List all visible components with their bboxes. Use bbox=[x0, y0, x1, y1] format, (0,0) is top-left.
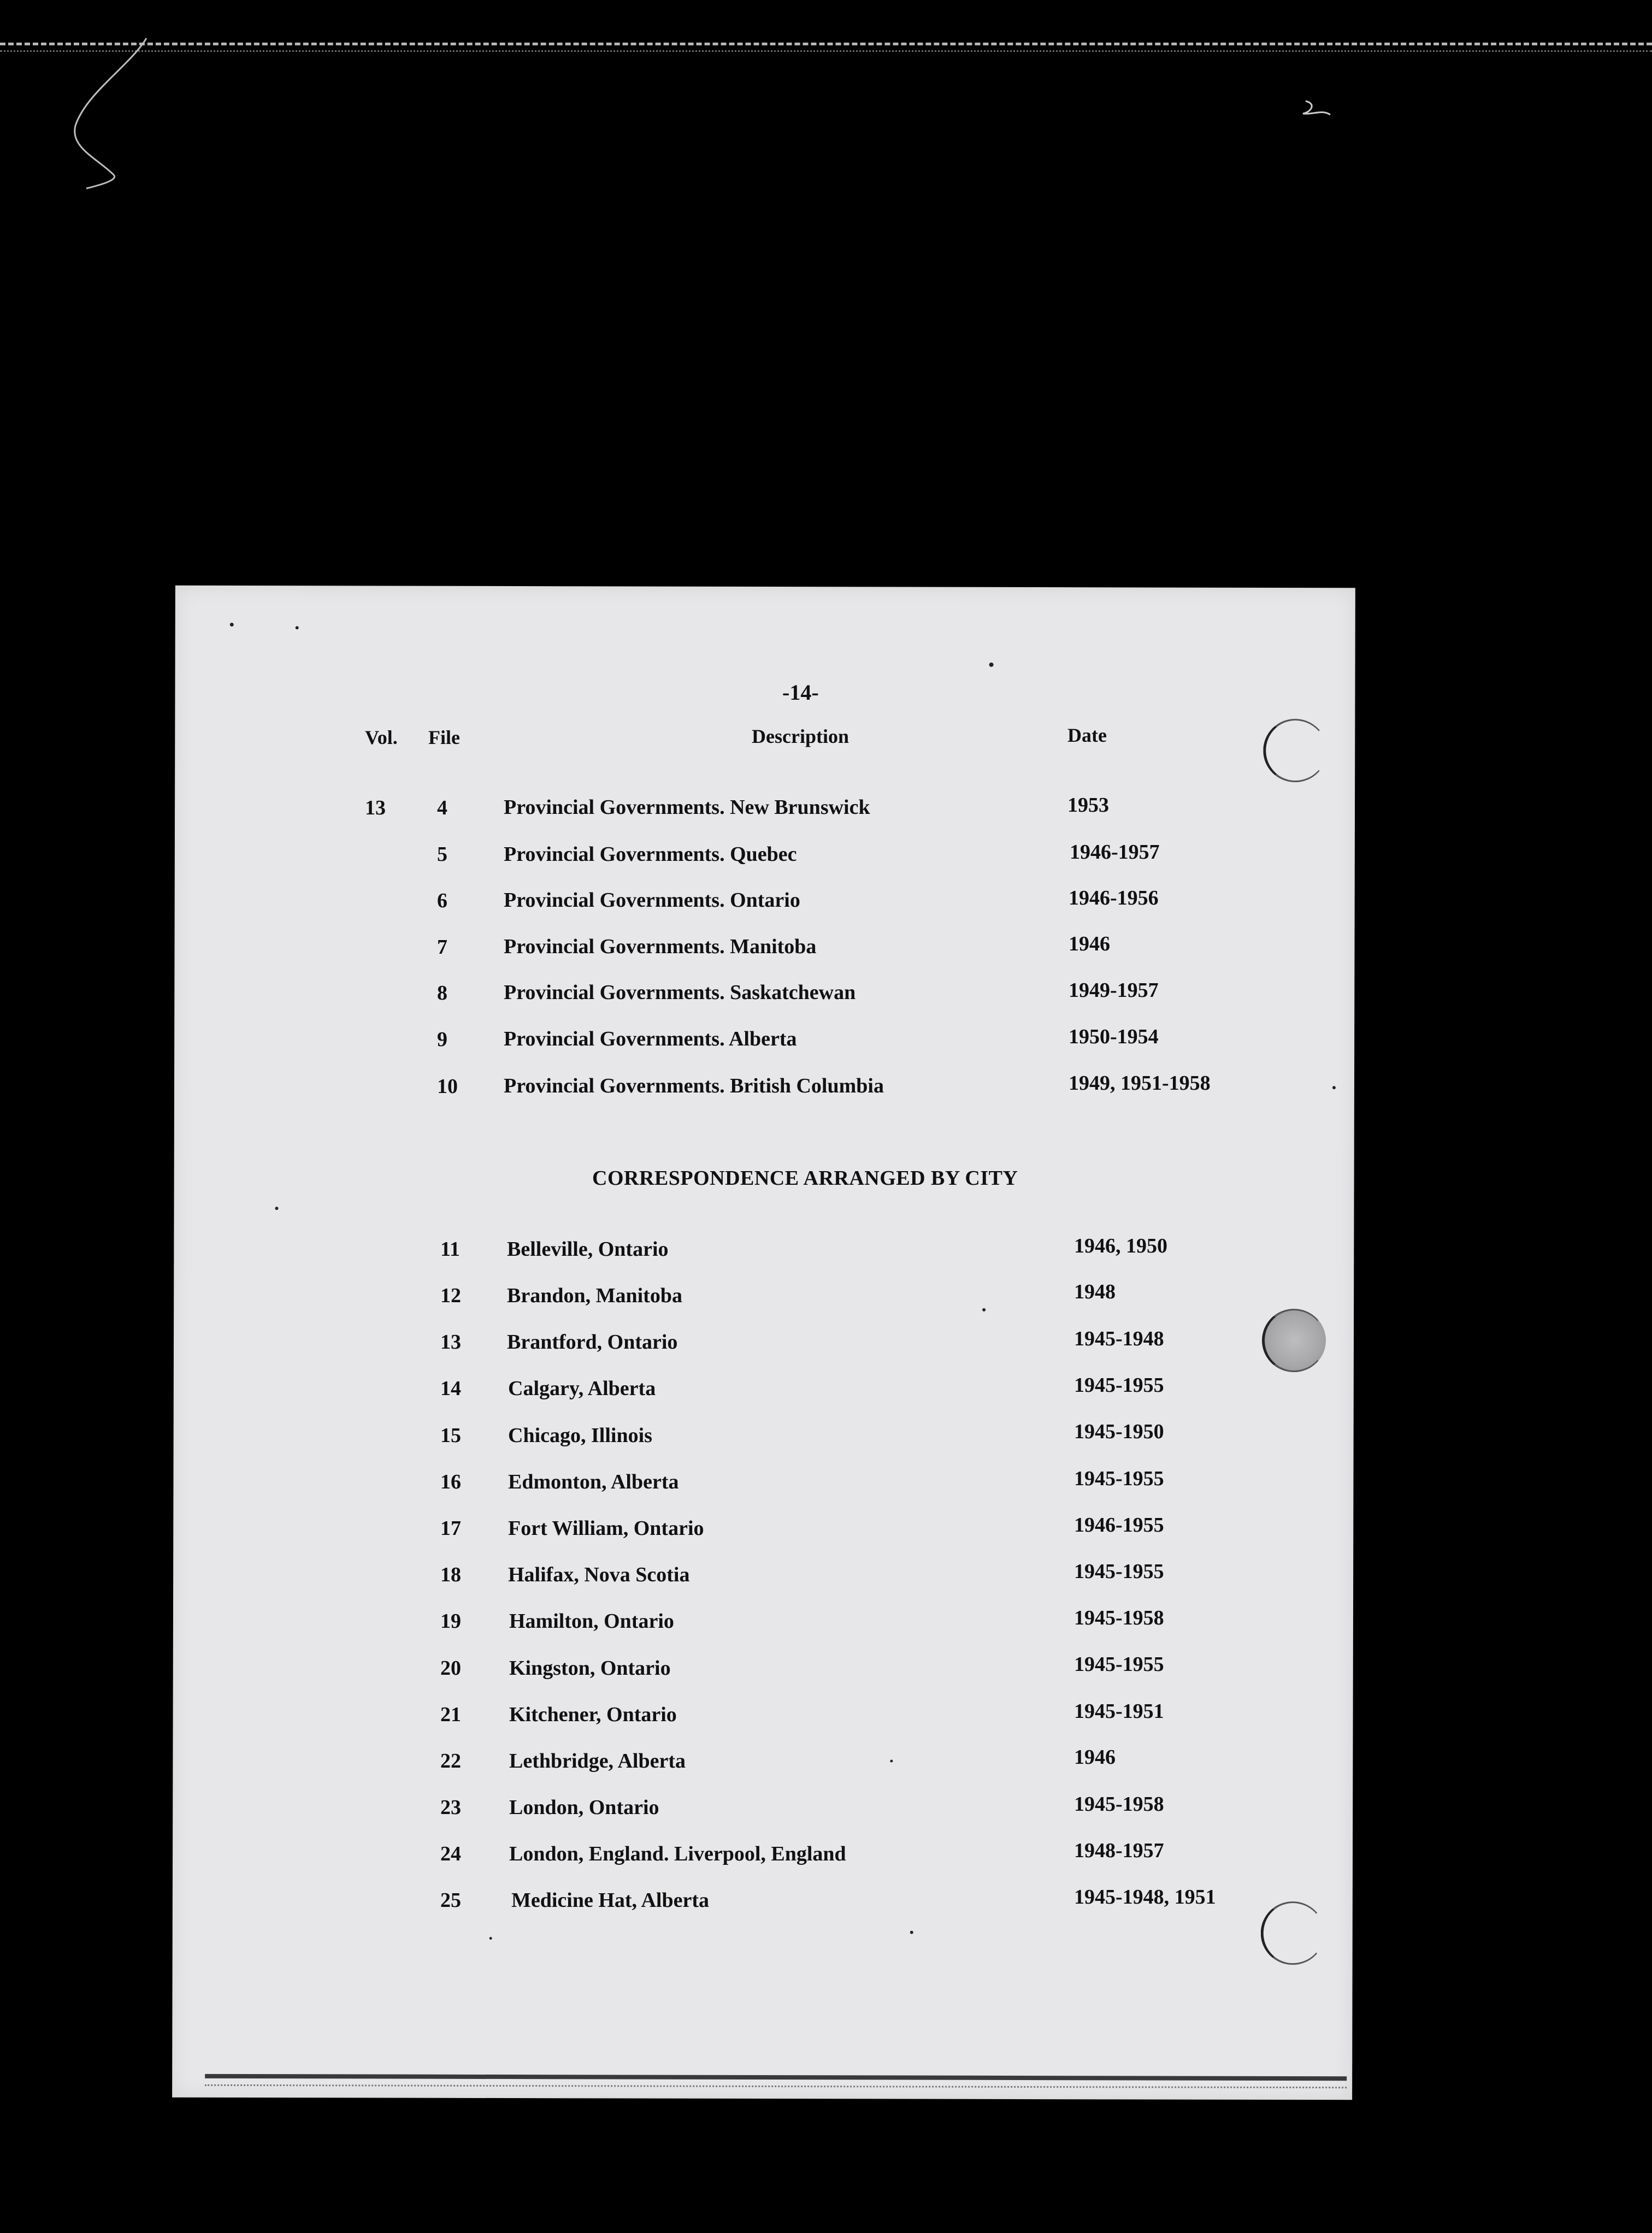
row-date: 1949-1957 bbox=[1069, 979, 1159, 1002]
row-date: 1945-1958 bbox=[1074, 1793, 1164, 1816]
punch-hole-top bbox=[1263, 719, 1327, 782]
bottom-rule bbox=[205, 2074, 1347, 2081]
punch-hole-bottom bbox=[1261, 1901, 1325, 1965]
row-date: 1946-1955 bbox=[1074, 1514, 1164, 1537]
row-file: 12 bbox=[440, 1284, 461, 1307]
header-date: Date bbox=[1067, 724, 1107, 746]
row-file: 19 bbox=[440, 1610, 461, 1633]
speck bbox=[989, 663, 994, 667]
speck bbox=[489, 1937, 492, 1940]
row-file: 18 bbox=[440, 1563, 461, 1586]
page-number: -14- bbox=[782, 680, 819, 705]
film-edge-top bbox=[0, 43, 1652, 45]
speck bbox=[890, 1759, 893, 1762]
row-file: 24 bbox=[440, 1842, 461, 1865]
row-file: 25 bbox=[440, 1889, 461, 1912]
row-description: Provincial Governments. Ontario bbox=[504, 889, 800, 912]
row-description: Provincial Governments. British Columbia bbox=[504, 1074, 884, 1097]
row-date: 1950-1954 bbox=[1069, 1025, 1159, 1048]
header-description: Description bbox=[752, 725, 849, 747]
row-file: 15 bbox=[440, 1424, 461, 1447]
row-file: 11 bbox=[440, 1238, 460, 1261]
row-date: 1946, 1950 bbox=[1074, 1234, 1167, 1257]
row-description: Provincial Governments. Alberta bbox=[504, 1027, 797, 1050]
row-file: 23 bbox=[440, 1796, 461, 1819]
row-description: Lethbridge, Alberta bbox=[509, 1750, 686, 1773]
row-description: Calgary, Alberta bbox=[508, 1377, 656, 1400]
row-date: 1945-1951 bbox=[1074, 1700, 1164, 1723]
row-file: 9 bbox=[437, 1028, 447, 1051]
row-date: 1948 bbox=[1074, 1280, 1116, 1303]
speck bbox=[230, 623, 234, 627]
film-edge-top-dotted bbox=[0, 50, 1652, 52]
row-description: Halifax, Nova Scotia bbox=[508, 1563, 690, 1586]
row-date: 1946 bbox=[1074, 1746, 1116, 1769]
row-date: 1949, 1951-1958 bbox=[1069, 1072, 1211, 1095]
header-file: File bbox=[428, 726, 460, 748]
row-date: 1945-1955 bbox=[1074, 1560, 1164, 1583]
row-description: Brantford, Ontario bbox=[507, 1331, 678, 1354]
row-description: Belleville, Ontario bbox=[507, 1238, 669, 1261]
row-file: 6 bbox=[437, 889, 447, 912]
row-file: 20 bbox=[440, 1657, 461, 1680]
section-title: CORRESPONDENCE ARRANGED BY CITY bbox=[592, 1167, 1018, 1190]
row-date: 1946 bbox=[1069, 932, 1110, 955]
row-description: Provincial Governments. New Brunswick bbox=[504, 796, 870, 819]
row-file: 10 bbox=[437, 1075, 458, 1098]
bottom-rule-dotted bbox=[205, 2084, 1347, 2088]
row-description: Provincial Governments. Manitoba bbox=[504, 935, 817, 958]
speck bbox=[982, 1308, 986, 1312]
row-date: 1945-1948 bbox=[1074, 1327, 1164, 1350]
row-file: 8 bbox=[437, 982, 447, 1005]
row-description: London, England. Liverpool, England bbox=[509, 1842, 846, 1865]
row-description: Edmonton, Alberta bbox=[508, 1470, 679, 1493]
row-description: Provincial Governments. Quebec bbox=[504, 843, 797, 866]
row-date: 1953 bbox=[1067, 794, 1109, 817]
film-corner-mark bbox=[1300, 98, 1333, 120]
film-scratch-mark bbox=[64, 33, 152, 191]
row-description: Chicago, Illinois bbox=[508, 1424, 652, 1447]
row-file: 7 bbox=[437, 936, 447, 959]
row-file: 5 bbox=[437, 843, 447, 866]
row-file: 4 bbox=[437, 796, 447, 819]
row-description: Brandon, Manitoba bbox=[507, 1284, 682, 1307]
row-date: 1945-1955 bbox=[1074, 1653, 1164, 1676]
row-file: 16 bbox=[440, 1470, 461, 1493]
speck bbox=[910, 1931, 913, 1934]
row-date: 1945-1955 bbox=[1074, 1467, 1164, 1490]
row-description: Hamilton, Ontario bbox=[509, 1610, 674, 1633]
speck bbox=[275, 1207, 279, 1210]
row-file: 21 bbox=[440, 1703, 461, 1726]
row-file: 22 bbox=[440, 1750, 461, 1773]
vol-value: 13 bbox=[365, 796, 386, 819]
speck bbox=[296, 626, 299, 629]
row-date: 1945-1948, 1951 bbox=[1074, 1886, 1216, 1909]
row-description: Fort William, Ontario bbox=[508, 1517, 704, 1540]
row-description: Kitchener, Ontario bbox=[509, 1703, 677, 1726]
punch-hole-middle bbox=[1262, 1309, 1326, 1372]
row-description: London, Ontario bbox=[509, 1796, 659, 1819]
row-date: 1948-1957 bbox=[1074, 1839, 1164, 1862]
row-date: 1946-1957 bbox=[1070, 841, 1160, 864]
speck bbox=[1332, 1086, 1336, 1089]
row-date: 1945-1958 bbox=[1074, 1606, 1164, 1629]
row-description: Medicine Hat, Alberta bbox=[511, 1889, 709, 1912]
row-description: Kingston, Ontario bbox=[509, 1657, 671, 1680]
row-date: 1945-1955 bbox=[1074, 1374, 1164, 1397]
row-file: 14 bbox=[440, 1377, 461, 1400]
row-date: 1945-1950 bbox=[1074, 1420, 1164, 1443]
row-date: 1946-1956 bbox=[1069, 887, 1159, 909]
row-file: 17 bbox=[440, 1517, 461, 1540]
header-vol: Vol. bbox=[365, 726, 398, 748]
row-file: 13 bbox=[440, 1331, 461, 1354]
row-description: Provincial Governments. Saskatchewan bbox=[504, 981, 856, 1004]
